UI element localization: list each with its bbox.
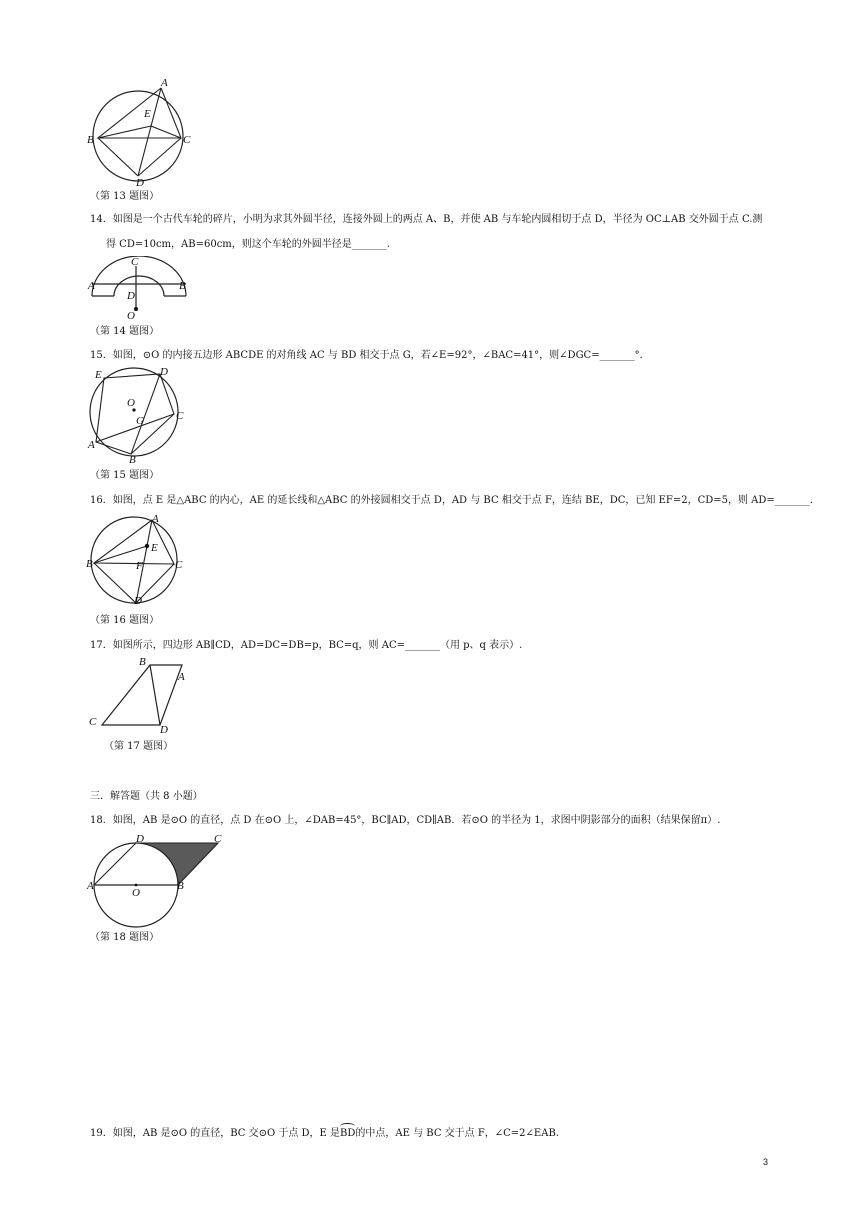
page-number: 3 [763, 1157, 769, 1167]
figure-16 [86, 510, 196, 610]
fig14-caption: （第 14 题图） [90, 326, 160, 337]
fig13-label-c: C [183, 134, 191, 146]
fig15-label-e: E [95, 369, 102, 381]
fig17-caption: （第 17 题图） [104, 741, 174, 752]
fig13-label-b: B [87, 134, 94, 146]
fig15-label-g: G [136, 415, 144, 427]
fig18-label-o: O [132, 887, 140, 899]
fig14-label-c: C [131, 256, 139, 268]
fig17-label-d: D [160, 724, 168, 736]
fig17-label-c: C [89, 716, 97, 728]
q14-text-line1: 14．如图是一个古代车轮的碎片，小明为求其外圆半径，连接外圆上的两点 A、B，并使 AB 与车轮内圆相切于点 D，半径为 OC⊥AB 交外圆于点 C.测 [90, 214, 763, 225]
fig14-label-b: B [179, 280, 186, 292]
fig16-caption: （第 16 题图） [90, 615, 160, 626]
q14-text-line2: 得 CD=10cm，AB=60cm，则这个车轮的外圆半径是_______. [106, 239, 390, 250]
figure-17 [86, 653, 196, 738]
fig13-label-d: D [136, 177, 144, 186]
fig18-label-d: D [136, 833, 144, 845]
fig18-label-c: C [214, 833, 222, 845]
fig18-label-b: B [177, 880, 184, 892]
fig13-label-a: A [161, 77, 168, 89]
section-3-title: 三．解答题（共 8 小题） [90, 791, 203, 802]
q18-text: 18．如图，AB 是⊙O 的直径，点 D 在⊙O 上，∠DAB=45°，BC∥AD，CD∥AB．若⊙O 的半径为 1，求图中阴影部分的面积（结果保留π）. [90, 815, 721, 826]
fig14-label-o: O [127, 310, 135, 322]
fig15-label-d: D [160, 366, 168, 378]
q19-text-suffix: 的中点，AE 与 BC 交于点 F，∠C=2∠EAB. [355, 1128, 559, 1139]
q19-text [90, 1124, 559, 1141]
fig16-label-d: D [134, 595, 142, 607]
fig16-label-b: B [86, 558, 93, 570]
fig16-label-c: C [175, 559, 183, 571]
fig18-caption: （第 18 题图） [90, 932, 160, 943]
fig15-label-c: C [176, 410, 184, 422]
figure-14 [86, 256, 196, 322]
fig15-caption: （第 15 题图） [90, 470, 160, 481]
fig16-label-e: E [151, 542, 158, 554]
fig15-label-a: A [88, 439, 95, 451]
fig18-label-a: A [87, 880, 94, 892]
q15-text: 15．如图，⊙O 的内接五边形 ABCDE 的对角线 AC 与 BD 相交于点 G，若∠E=92°，∠BAC=41°，则∠DGC=_______°． [90, 350, 650, 361]
q16-text: 16．如图，点 E 是△ABC 的内心，AE 的延长线和△ABC 的外接圆相交于点 D，AD 与 BC 相交于点 F，连结 BE，DC，已知 EF=2，CD=5，则 AD=_______. [90, 495, 813, 506]
fig15-label-o: O [127, 397, 135, 409]
q17-text: 17．如图所示，四边形 AB∥CD，AD=DC=DB=p，BC=q，则 AC=_______（用 p、q 表示）. [90, 640, 523, 651]
fig13-caption: （第 13 题图） [90, 191, 160, 202]
fig14-label-a: A [88, 280, 95, 292]
fig17-label-b: B [139, 656, 146, 668]
q19-text-prefix: 19．如图，AB 是⊙O 的直径，BC 交⊙O 于点 D，E 是 [90, 1128, 341, 1139]
figure-15 [86, 364, 196, 464]
q19-arc-bd: BD [340, 1124, 355, 1141]
fig15-label-b: B [129, 454, 136, 464]
figure-13 [86, 76, 196, 186]
figure-18 [86, 830, 226, 932]
fig14-label-d: D [127, 290, 135, 302]
fig13-label-e: E [144, 108, 151, 120]
fig16-label-f: F [136, 560, 143, 572]
fig16-label-a: A [152, 513, 159, 525]
fig17-label-a: A [178, 671, 185, 683]
